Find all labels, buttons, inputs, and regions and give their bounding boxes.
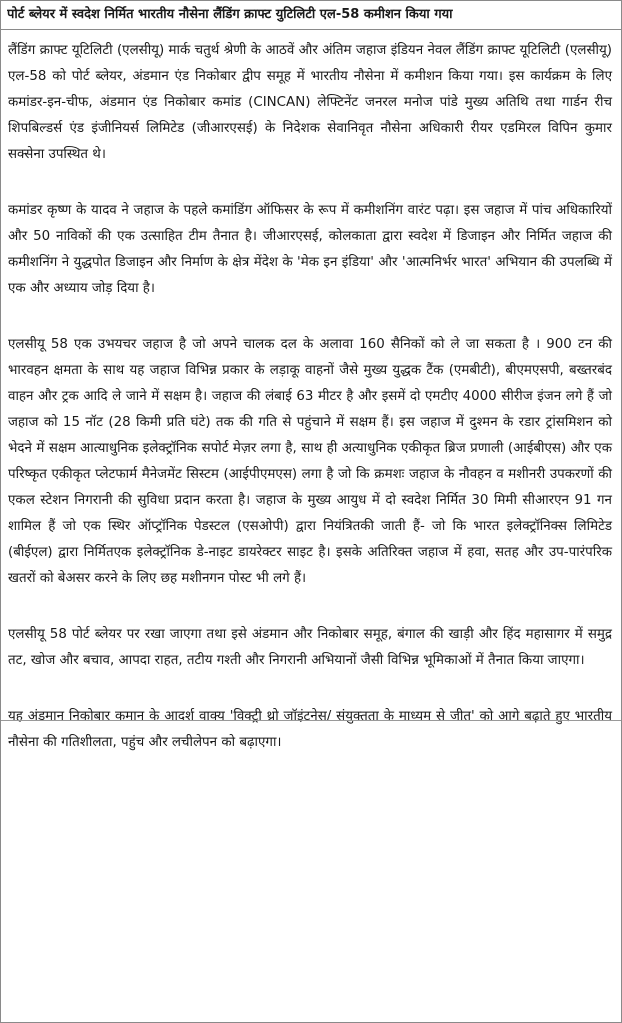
paragraph-commissioning: लैंडिंग क्राफ्ट यूटिलिटी (एलसीयू) मार्क चतुर्थ श्रेणी के आठवें और अंतिम जहाज इंडियन नेवल लैंडिंग क्राफ्ट यूटिलिटी (एलसीयू) एल-58 को पोर्ट ब्लेयर, अंडमान एंड निकोबार द्वीप समूह में भारतीय नौसेना में कमीशन किया गया। इस कार्यक्रम के लिए कमांडर-इन-चीफ, अंडमान एंड निकोबार कमांड (CINCAN) लेफ्टिनेंट जनरल मनोज पांडे मुख्य अतिथि तथा गार्डन रीच शिपबिल्डर्स एंड इंजीनियर्स लिमिटेड (जीआरएसई) के निदेशक सेवानिवृत नौसेना अधिकारी रीयर एडमिरल विपिन कुमार सक्सेना उपस्थित थे। [8, 43, 612, 162]
title-bar [1, 1, 621, 30]
article-body [1, 30, 621, 756]
paragraph-deployment: एलसीयू 58 पोर्ट ब्लेयर पर रखा जाएगा तथा इसे अंडमान और निकोबार समूह, बंगाल की खाड़ी और हिंद महासागर में समुद्र तट, खोज और बचाव, आपदा राहत, तटीय गश्ती और निगरानी अभियानों जैसी विभिन्न भूमिकाओं में तैनात किया जाएगा। [8, 627, 612, 668]
page-divider [1, 720, 621, 721]
paragraph-commanding-officer: कमांडर कृष्ण के यादव ने जहाज के पहले कमांडिंग ऑफिसर के रूप में कमीशनिंग वारंट पढ़ा। इस जहाज में पांच अधिकारियों और 50 नाविकों की एक उत्साहित टीम तैनात है। जीआरएसई, कोलकाता द्वारा स्वदेश में डिजाइन और निर्मित जहाज की कमीशनिंग ने युद्धपोत डिजाइन और निर्माण के क्षेत्र मेंदेश के 'मेक इन इंडिया' और 'आत्मनिर्भर भारत' अभियान की उपलब्धि में एक और अध्याय जोड़ दिया है। [8, 203, 612, 296]
paragraph-motto: यह अंडमान निकोबार कमान के आदर्श वाक्य 'विक्ट्री थ्रो जॉइंटनेस/ संयुक्तता के माध्यम से जीत' को आगे बढ़ाते हुए भारतीय नौसेना की गतिशीलता, पहुंच और लचीलेपन को बढ़ाएगा। [8, 709, 612, 750]
paragraph-ship-capabilities: एलसीयू 58 एक उभयचर जहाज है जो अपने चालक दल के अलावा 160 सैनिकों को ले जा सकता है । 900 टन की भारवहन क्षमता के साथ यह जहाज विभिन्न प्रकार के लड़ाकू वाहनों जैसे मुख्य युद्धक टैंक (एमबीटी), बीएमएसपी, बख्तरबंद वाहन और ट्रक आदि ले जाने में सक्षम है। जहाज की लंबाई 63 मीटर है और इसमें दो एमटीए 4000 सीरीज इंजन लगे हैं जो जहाज को 15 नॉट (28 किमी प्रति घंटे) तक की गति से पहुंचाने में सक्षम हैं। इस जहाज में दुश्मन के रडार ट्रांसमिशन को भेदने में सक्षम आत्याधुनिक इलेक्ट्रॉनिक सपोर्ट मेज़र लगा है, साथ ही अत्याधुनिक एकीकृत ब्रिज प्रणाली (आईबीएस) और एक परिष्कृत एकीकृत प्लेटफार्म मैनेजमेंट सिस्टम (आईपीएमएस) लगा है जो कि क्रमशः जहाज के नौवहन व मशीनरी उपकरणों की एकल स्टेशन निगरानी की सुविधा प्रदान करता है। जहाज के मुख्य आयुध में दो स्वदेश निर्मित 30 मिमी सीआरएन 91 गन शामिल हैं जो एक स्थिर ऑप्ट्रॉनिक पेडस्टल (एसओपी) द्वारा नियंत्रितकी जाती हैं- जो कि भारत इलेक्ट्रॉनिक्स लिमिटेड (बीईएल) द्वारा निर्मितएक इलेक्ट्रॉनिक डे-नाइट डायरेक्टर साइट है। इसके अतिरिक्त जहाज में हवा, सतह और उप-पारंपरिक खतरों को बेअसर करने के लिए छह मशीनगन पोस्ट भी लगे हैं। [8, 337, 612, 586]
article-title: पोर्ट ब्लेयर में स्वदेश निर्मित भारतीय नौसेना लैंडिंग क्राफ्ट युटिलिटी एल-58 कमीशन किया गया [7, 7, 453, 22]
